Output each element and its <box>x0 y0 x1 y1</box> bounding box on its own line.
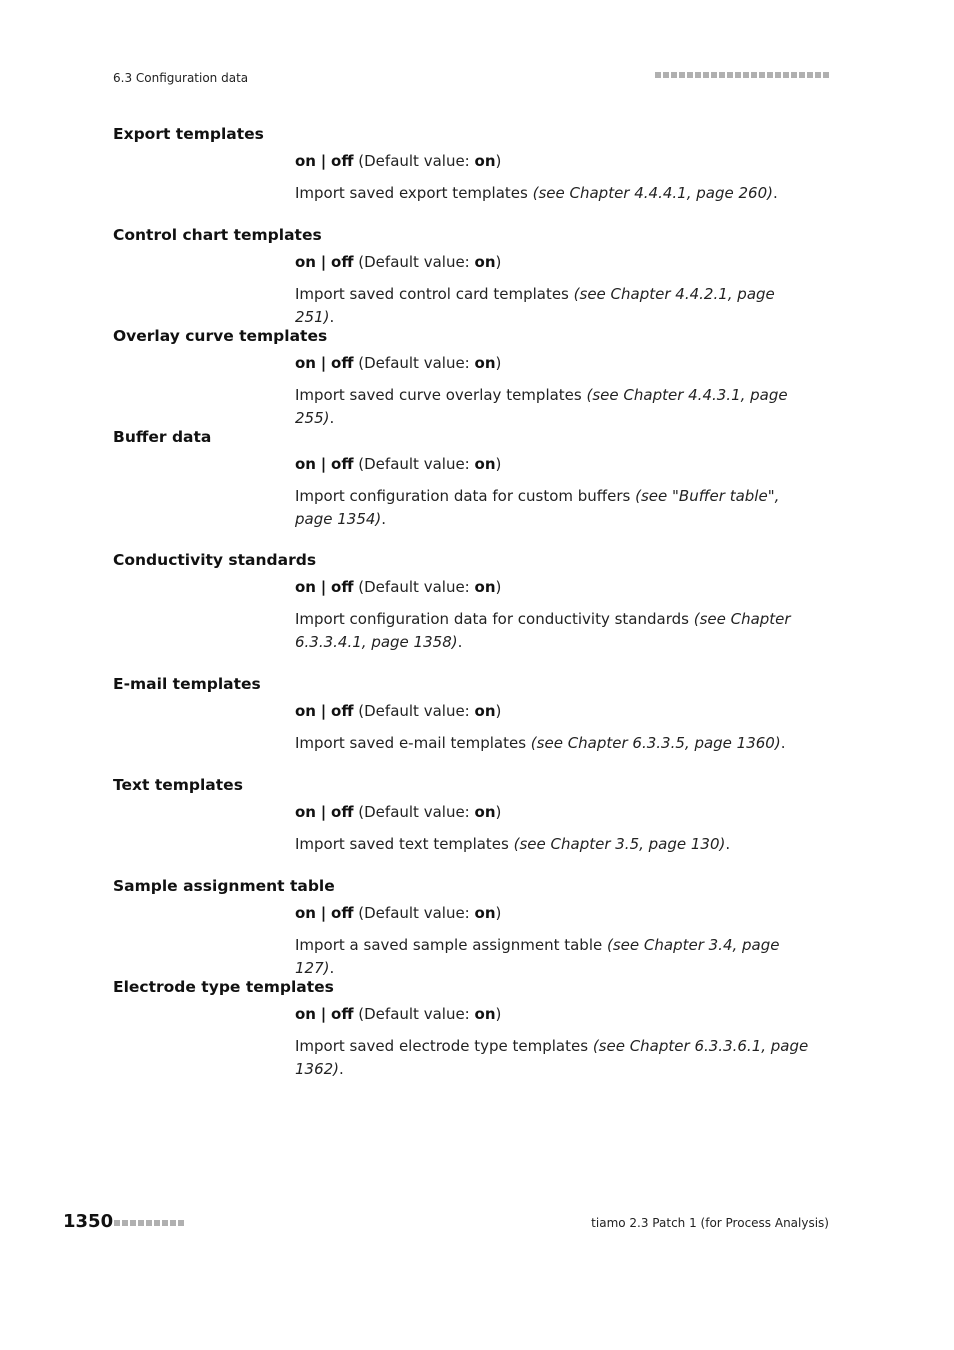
default-suffix: ) <box>495 152 502 170</box>
entry-values <box>295 902 833 924</box>
value-off: off <box>331 904 354 922</box>
description-end: . <box>725 835 731 853</box>
description-end: . <box>381 509 387 528</box>
description-end: . <box>329 408 335 427</box>
entry-title: E-mail templates <box>113 675 261 693</box>
entry-title: Electrode type templates <box>113 978 334 996</box>
value-on: on <box>295 253 316 271</box>
entry-values <box>295 576 833 598</box>
value-separator: | <box>320 152 327 170</box>
value-separator: | <box>320 702 327 720</box>
description-text: Import saved electrode type templates <box>295 1037 593 1055</box>
default-suffix: ) <box>495 702 502 720</box>
entry-description <box>295 608 815 653</box>
value-off: off <box>331 253 354 271</box>
default-prefix: (Default value: <box>358 904 475 922</box>
description-end: . <box>339 1059 344 1078</box>
entry-title: Conductivity standards <box>113 551 317 569</box>
description-text: Import saved export templates <box>295 184 533 202</box>
default-prefix: (Default value: <box>358 702 475 720</box>
cross-reference: (see "Buffer table", page 1354) <box>295 487 780 528</box>
entry-export-templates <box>113 124 833 205</box>
footer-decoration-squares <box>114 1220 184 1226</box>
entry-control-chart-templates <box>113 225 833 328</box>
entry-description <box>295 182 815 205</box>
default-value: on <box>474 1005 496 1023</box>
value-on: on <box>295 455 316 473</box>
cross-reference: (see Chapter 6.3.3.6.1, page 1362) <box>295 1037 809 1078</box>
entry-electrode-type-templates <box>113 977 833 1080</box>
entry-title: Text templates <box>113 776 243 794</box>
default-suffix: ) <box>495 904 502 922</box>
description-end: . <box>329 307 335 326</box>
entry-buffer-data <box>113 427 833 530</box>
default-suffix: ) <box>495 1005 502 1023</box>
page-number: 1350 <box>63 1211 114 1232</box>
description-text: Import configuration data for conductivity standards <box>295 610 694 628</box>
cross-reference: (see Chapter 4.4.3.1, page 255) <box>295 386 788 427</box>
description-text: Import a saved sample assignment table <box>295 936 607 954</box>
entry-sample-assignment-table <box>113 876 833 979</box>
default-suffix: ) <box>495 253 502 271</box>
value-off: off <box>331 803 354 821</box>
value-off: off <box>331 702 354 720</box>
value-separator: | <box>320 253 327 271</box>
value-on: on <box>295 152 316 170</box>
value-on: on <box>295 904 316 922</box>
entry-conductivity-standards <box>113 550 833 653</box>
value-separator: | <box>320 354 327 372</box>
value-on: on <box>295 803 316 821</box>
description-text: Import configuration data for custom buffers <box>295 487 636 505</box>
description-end: . <box>772 184 778 202</box>
cross-reference: (see Chapter 4.4.2.1, page 251) <box>295 285 775 326</box>
default-prefix: (Default value: <box>358 455 475 473</box>
entry-title: Control chart templates <box>113 226 322 244</box>
value-off: off <box>331 578 354 596</box>
entry-values <box>295 453 833 475</box>
entry-title: Overlay curve templates <box>113 327 328 345</box>
description-text: Import saved curve overlay templates <box>295 386 587 404</box>
default-prefix: (Default value: <box>358 152 475 170</box>
entry-description <box>295 485 815 530</box>
default-suffix: ) <box>495 455 502 473</box>
entry-values <box>295 150 833 172</box>
footer-product-name: tiamo 2.3 Patch 1 (for Process Analysis) <box>591 1216 829 1230</box>
default-suffix: ) <box>495 578 502 596</box>
value-off: off <box>331 455 354 473</box>
entry-values <box>295 700 833 722</box>
default-value: on <box>474 253 496 271</box>
running-head-section: 6.3 Configuration data <box>113 71 249 85</box>
description-text: Import saved e-mail templates <box>295 734 531 752</box>
entry-title: Buffer data <box>113 428 212 446</box>
description-end: . <box>780 734 786 752</box>
default-prefix: (Default value: <box>358 354 475 372</box>
default-prefix: (Default value: <box>358 803 475 821</box>
value-separator: | <box>320 904 327 922</box>
cross-reference: (see Chapter 3.5, page 130) <box>513 835 726 853</box>
entry-values <box>295 251 833 273</box>
entry-description <box>295 833 815 856</box>
entry-description <box>295 934 815 979</box>
default-value: on <box>474 702 496 720</box>
entry-overlay-curve-templates <box>113 326 833 429</box>
cross-reference: (see Chapter 6.3.3.4.1, page 1358) <box>295 610 791 651</box>
value-off: off <box>331 354 354 372</box>
description-text: Import saved text templates <box>295 835 514 853</box>
entry-values <box>295 352 833 374</box>
entry-email-templates <box>113 674 833 755</box>
value-on: on <box>295 578 316 596</box>
value-on: on <box>295 354 316 372</box>
entry-title: Export templates <box>113 125 264 143</box>
entry-values <box>295 1003 833 1025</box>
value-separator: | <box>320 803 327 821</box>
header-decoration-squares <box>655 72 829 78</box>
value-on: on <box>295 702 316 720</box>
default-value: on <box>474 354 496 372</box>
description-end: . <box>457 632 463 651</box>
default-value: on <box>474 578 496 596</box>
default-prefix: (Default value: <box>358 1005 475 1023</box>
description-text: Import saved control card templates <box>295 285 574 303</box>
cross-reference: (see Chapter 4.4.4.1, page 260) <box>532 184 773 202</box>
value-off: off <box>331 152 354 170</box>
entry-title: Sample assignment table <box>113 877 335 895</box>
cross-reference: (see Chapter 6.3.3.5, page 1360) <box>530 734 781 752</box>
entry-description <box>295 1035 815 1080</box>
default-prefix: (Default value: <box>358 253 475 271</box>
entry-values <box>295 801 833 823</box>
cross-reference: (see Chapter 3.4, page 127) <box>295 936 780 977</box>
default-value: on <box>474 152 496 170</box>
entry-text-templates <box>113 775 833 856</box>
default-value: on <box>474 803 496 821</box>
value-separator: | <box>320 455 327 473</box>
default-suffix: ) <box>495 803 502 821</box>
value-separator: | <box>320 1005 327 1023</box>
entry-description <box>295 283 815 328</box>
default-prefix: (Default value: <box>358 578 475 596</box>
default-value: on <box>474 455 496 473</box>
value-on: on <box>295 1005 316 1023</box>
default-suffix: ) <box>495 354 502 372</box>
default-value: on <box>474 904 496 922</box>
description-end: . <box>329 958 335 977</box>
entry-description <box>295 732 815 755</box>
value-off: off <box>331 1005 354 1023</box>
value-separator: | <box>320 578 327 596</box>
entry-description <box>295 384 815 429</box>
